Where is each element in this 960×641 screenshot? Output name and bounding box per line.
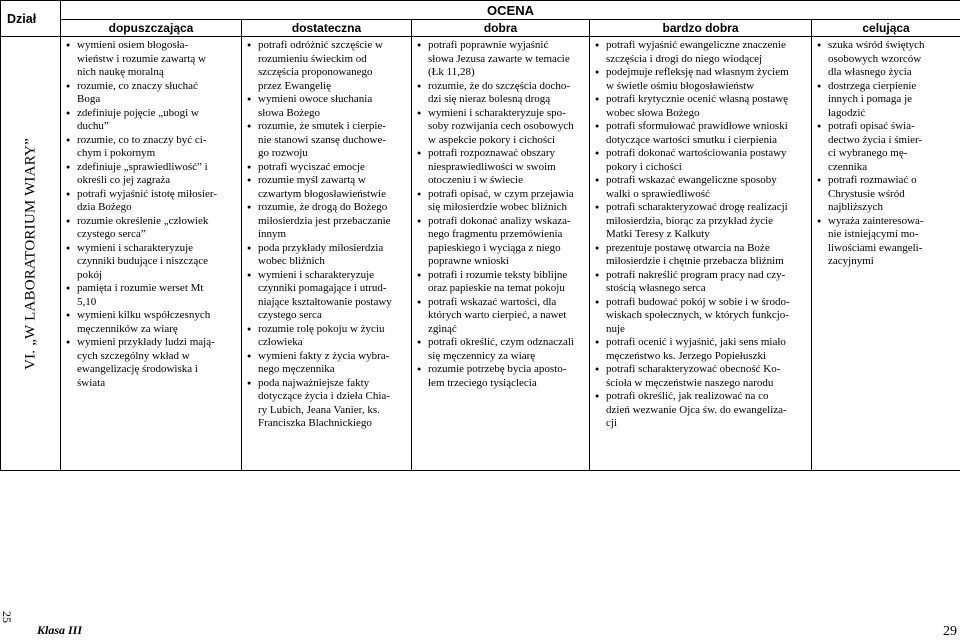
requirement-line: potrafi wyjaśnić istotę miłosier- — [77, 187, 217, 200]
requirement-line: oraz papieskie na temat pokoju — [428, 282, 565, 294]
requirement-line: 5,10 — [77, 295, 97, 308]
requirement-line: rozumie, że do szczęścia docho- — [428, 79, 571, 92]
requirement-item — [594, 147, 808, 174]
requirement-line: świata — [77, 376, 106, 389]
requirement-item — [246, 120, 408, 161]
requirement-item — [594, 66, 808, 93]
requirement-line: Matki Teresy z Kalkuty — [606, 228, 710, 240]
requirement-item — [246, 269, 408, 323]
requirement-line: łagodzić — [828, 106, 866, 119]
requirement-line: poda przykłady miłosierdzia — [258, 241, 384, 254]
requirement-line: wymieni i scharakteryzuje — [258, 268, 375, 281]
requirement-item — [594, 269, 808, 296]
requirement-line: określi co jej zagraża — [77, 174, 171, 186]
requirement-line: nich naukę moralną — [77, 66, 164, 78]
requirement-line: potrafi dokonać analizy wskaza- — [428, 214, 571, 227]
requirement-line: pokory i cichości — [606, 160, 682, 173]
requirement-line: słowa Jezusa zawarte w temacie — [428, 52, 570, 65]
requirement-line: potrafi dokonać wartościowania postawy — [606, 147, 787, 159]
requirement-line: dotyczące wartości smutku i cierpienia — [606, 133, 778, 146]
requirement-line: nego fragmentu przemówienia — [428, 228, 563, 240]
requirement-line: innych i pomaga je — [828, 93, 913, 105]
requirement-line: wymieni i scharakteryzuje — [77, 241, 194, 254]
requirement-item — [594, 201, 808, 242]
section-title-cell — [1, 37, 61, 471]
requirement-item — [816, 174, 957, 215]
requirement-line: niesprawiedliwości w swoim — [428, 160, 556, 173]
requirement-item — [246, 39, 408, 93]
requirement-line: papieskiego i wyciąga z niego — [428, 241, 561, 254]
requirement-item — [594, 336, 808, 363]
requirement-item — [594, 39, 808, 66]
grade-header-bardzo-dobra: bardzo dobra — [590, 20, 812, 37]
requirement-line: potrafi budować pokój w sobie i w środo- — [606, 295, 790, 308]
requirement-line: Boga — [77, 93, 101, 105]
requirement-item — [65, 134, 238, 161]
right-page-number: 29 — [943, 624, 957, 639]
requirement-line: nie istniejącymi mo- — [828, 228, 919, 240]
requirement-item — [416, 296, 586, 337]
requirement-item — [816, 215, 957, 269]
requirement-line: nuje — [606, 322, 625, 335]
requirement-line: podejmuje refleksję nad własnym życiem — [606, 66, 789, 78]
requirement-line: zdefiniuje pojęcie „ubogi w — [77, 106, 199, 119]
requirement-line: prezentuje postawę otwarcia na Boże — [606, 241, 770, 254]
requirement-item — [594, 242, 808, 269]
class-label: Klasa III — [37, 623, 83, 637]
requirement-line: zdefiniuje „sprawiedliwość” i — [77, 160, 208, 173]
requirement-line: potrafi krytycznie ocenić własną postawę — [606, 93, 789, 105]
requirement-line: w aspekcie pokory i cichości — [428, 133, 556, 146]
requirement-item — [246, 242, 408, 269]
requirement-line: potrafi sformułować prawidłowe wnioski — [606, 120, 788, 132]
requirement-line: potrafi wyjaśnić ewangeliczne znaczenie — [606, 39, 786, 51]
requirement-line: wymieni kilku współczesnych — [77, 309, 211, 321]
requirement-line: walki o sprawiedliwość — [606, 187, 710, 200]
requirements-bardzo-dobra — [590, 37, 812, 471]
section-header: Dział — [1, 1, 61, 37]
requirement-line: dzia Bożego — [77, 201, 132, 213]
requirement-item — [816, 120, 957, 174]
requirement-line: męczenników za wiarę — [77, 322, 178, 335]
section-title: VI. „W LABORATORIUM WIARY” — [22, 137, 38, 370]
grade-header-celujaca: celująca — [812, 20, 960, 37]
requirement-line: wymieni fakty z życia wybra- — [258, 349, 390, 362]
requirement-line: duchu” — [77, 120, 109, 132]
grade-header-dobra: dobra — [412, 20, 590, 37]
requirement-line: męczeństwo ks. Jerzego Popiełuszki — [606, 349, 767, 362]
requirement-item — [594, 390, 808, 431]
requirement-line: których warto cierpieć, a nawet — [428, 309, 567, 321]
requirement-line: potrafi scharakteryzować obecność Ko- — [606, 363, 781, 375]
requirement-line: szczęścia proponowanego — [258, 66, 373, 78]
requirement-line: rozumie, że drogą do Bożego — [258, 201, 388, 213]
requirement-item — [416, 188, 586, 215]
requirement-item — [246, 93, 408, 120]
requirement-line: nie stanowi szansę duchowe- — [258, 133, 386, 146]
requirement-line: czennika — [828, 160, 868, 173]
requirement-item — [246, 161, 408, 175]
requirement-line: wobec bliźnich — [258, 255, 325, 267]
requirement-item — [594, 174, 808, 201]
requirement-line: poprawne wnioski — [428, 255, 509, 267]
left-page-number: 25 — [0, 611, 14, 623]
requirement-line: wymieni przykłady ludzi mają- — [77, 336, 215, 348]
requirements-dostateczna — [242, 37, 412, 471]
requirement-line: słowa Bożego — [258, 106, 321, 119]
requirement-line: wyraża zainteresowa- — [828, 214, 924, 227]
requirement-line: się miłosierdzie wobec bliźnich — [428, 201, 567, 213]
grade-header: OCENA — [61, 1, 960, 20]
requirement-line: rozumie określenie „człowiek — [77, 214, 209, 227]
requirement-line: miłosierdzia jest przebaczanie — [258, 214, 391, 227]
requirement-line: cych szczególny wkład w — [77, 349, 190, 362]
requirement-line: człowieka — [258, 336, 303, 348]
requirement-item — [65, 39, 238, 80]
requirement-item — [65, 336, 238, 390]
requirement-line: (Łk 11,28) — [428, 66, 475, 78]
requirement-line: szczęścia i drogi do niego wiodącej — [606, 52, 763, 65]
requirement-line: liwościami ewangeli- — [828, 241, 923, 254]
requirement-line: rozumie myśl zawartą w — [258, 174, 366, 186]
requirement-line: dzi się nieraz bolesną drogą — [428, 93, 551, 105]
requirement-line: miłosierdzia, biorąc za przykład życie — [606, 214, 774, 227]
requirement-line: ewangelizację środowiska i — [77, 363, 198, 375]
requirement-line: stością własnego serca — [606, 282, 706, 294]
requirement-item — [816, 39, 957, 80]
requirement-line: rozumie, co znaczy słuchać — [77, 79, 198, 92]
requirement-item — [65, 282, 238, 309]
requirement-line: szuka wśród świętych — [828, 39, 925, 51]
requirement-line: otoczeniu i w świecie — [428, 174, 523, 186]
requirement-line: czynniki pomagające i utrud- — [258, 282, 387, 294]
requirement-line: łem trzeciego tysiąclecia — [428, 376, 537, 389]
requirement-line: cji — [606, 417, 617, 429]
requirement-line: rozumie, co to znaczy być ci- — [77, 133, 207, 146]
requirement-item — [416, 147, 586, 188]
requirement-line: rozumie potrzebę bycia aposto- — [428, 363, 567, 375]
requirement-line: wymieni owoce słuchania — [258, 93, 373, 105]
requirement-line: najbliższych — [828, 201, 883, 213]
requirement-line: potrafi opisać, w czym przejawia — [428, 187, 574, 200]
requirement-line: Franciszka Blachnickiego — [258, 417, 372, 429]
requirement-line: miłosierdzie i chętnie przebacza bliźnim — [606, 255, 784, 267]
requirement-item — [416, 363, 586, 390]
requirement-item — [65, 80, 238, 107]
requirement-item — [246, 201, 408, 242]
requirement-line: potrafi poprawnie wyjaśnić — [428, 39, 549, 51]
requirement-line: dla własnego życia — [828, 66, 912, 78]
requirement-line: poda najważniejsze fakty — [258, 376, 370, 389]
requirement-item — [246, 350, 408, 377]
grade-header-dopuszczajaca: dopuszczająca — [61, 20, 242, 37]
requirement-line: wiskach społecznych, w których funkcjo- — [606, 309, 789, 321]
requirement-item — [594, 93, 808, 120]
requirement-line: potrafi ocenić i wyjaśnić, jaki sens miało — [606, 336, 786, 348]
requirement-line: ci wybranego mę- — [828, 147, 908, 159]
requirement-line: potrafi opisać świa- — [828, 120, 915, 132]
requirement-line: rozumie, że smutek i cierpie- — [258, 120, 386, 132]
requirement-line: się męczennicy za wiarę — [428, 349, 536, 362]
requirement-item — [246, 377, 408, 431]
requirement-item — [594, 120, 808, 147]
requirement-item — [65, 309, 238, 336]
requirement-line: pamięta i rozumie werset Mt — [77, 282, 204, 294]
requirement-line: ry Lubich, Jeana Vanier, ks. — [258, 403, 380, 416]
requirement-line: innym — [258, 228, 287, 240]
requirement-line: potrafi scharakteryzować drogę realizacji — [606, 201, 788, 213]
requirement-item — [65, 215, 238, 242]
requirement-line: zginąć — [428, 322, 457, 335]
requirement-item — [416, 336, 586, 363]
requirement-line: potrafi nakreślić program pracy nad czy- — [606, 268, 786, 281]
requirement-line: potrafi i rozumie teksty biblijne — [428, 268, 568, 281]
requirement-item — [416, 269, 586, 296]
requirement-line: w świetle ośmiu błogosławieństw — [606, 79, 755, 92]
requirement-line: czystego serca” — [77, 228, 146, 240]
requirement-line: czystego serca — [258, 309, 322, 321]
requirement-item — [246, 174, 408, 201]
requirement-line: chym i pokornym — [77, 147, 156, 159]
requirement-item — [65, 188, 238, 215]
requirement-line: potrafi wskazać wartości, dla — [428, 295, 557, 308]
requirement-line: wymieni i scharakteryzuje spo- — [428, 106, 566, 119]
requirement-line: nego męczennika — [258, 363, 335, 375]
requirement-line: czynniki budujące i niszczące — [77, 255, 209, 267]
requirement-line: pokój — [77, 268, 103, 281]
requirement-line: potrafi rozmawiać o — [828, 174, 917, 186]
requirement-line: dzień wezwanie Ojca św. do ewangeliza- — [606, 403, 787, 416]
requirements-celujaca — [812, 37, 960, 471]
requirement-line: potrafi rozpoznawać obszary — [428, 147, 556, 159]
requirement-line: rozumieniu świeckim od — [258, 52, 367, 65]
requirement-item — [416, 215, 586, 269]
requirement-line: wieństw i rozumie zawartą w — [77, 52, 206, 65]
requirement-item — [416, 80, 586, 107]
requirement-item — [594, 296, 808, 337]
requirement-line: soby rozwijania cech osobowych — [428, 120, 574, 132]
requirement-line: potrafi odróżnić szczęście w — [258, 39, 383, 51]
requirement-item — [594, 363, 808, 390]
requirement-item — [816, 80, 957, 121]
requirements-dobra — [412, 37, 590, 471]
requirement-line: potrafi wskazać ewangeliczne sposoby — [606, 174, 777, 186]
requirement-item — [65, 107, 238, 134]
requirement-line: osobowych wzorców — [828, 52, 922, 65]
requirement-line: dotyczące życia i dzieła Chia- — [258, 390, 390, 402]
requirement-line: rozumie rolę pokoju w życiu — [258, 322, 385, 335]
requirement-line: potrafi określić, czym odznaczali — [428, 336, 574, 348]
requirement-line: niające kształtowanie postawy — [258, 295, 392, 308]
requirement-item — [416, 107, 586, 148]
requirement-line: dostrzega cierpienie — [828, 79, 917, 92]
requirement-item — [65, 161, 238, 188]
grade-header-dostateczna: dostateczna — [242, 20, 412, 37]
requirement-item — [416, 39, 586, 80]
requirement-item — [246, 323, 408, 350]
requirement-line: go rozwoju — [258, 147, 308, 159]
requirements-dopuszczajaca — [61, 37, 242, 471]
requirement-item — [65, 242, 238, 283]
requirement-line: potrafi wyciszać emocje — [258, 160, 365, 173]
requirement-line: potrafi określić, jak realizować na co — [606, 390, 769, 402]
requirement-line: dectwo życia i śmier- — [828, 133, 923, 146]
requirement-line: ścioła w męczeństwie naszego narodu — [606, 376, 774, 389]
requirement-line: wymieni osiem błogosła- — [77, 39, 189, 51]
requirement-line: wobec słowa Bożego — [606, 106, 700, 119]
requirement-line: czwartym błogosławieństwie — [258, 187, 386, 200]
requirement-line: przez Ewangelię — [258, 79, 331, 92]
requirement-line: Chrystusie wśród — [828, 187, 905, 200]
requirement-line: zacyjnymi — [828, 255, 874, 267]
